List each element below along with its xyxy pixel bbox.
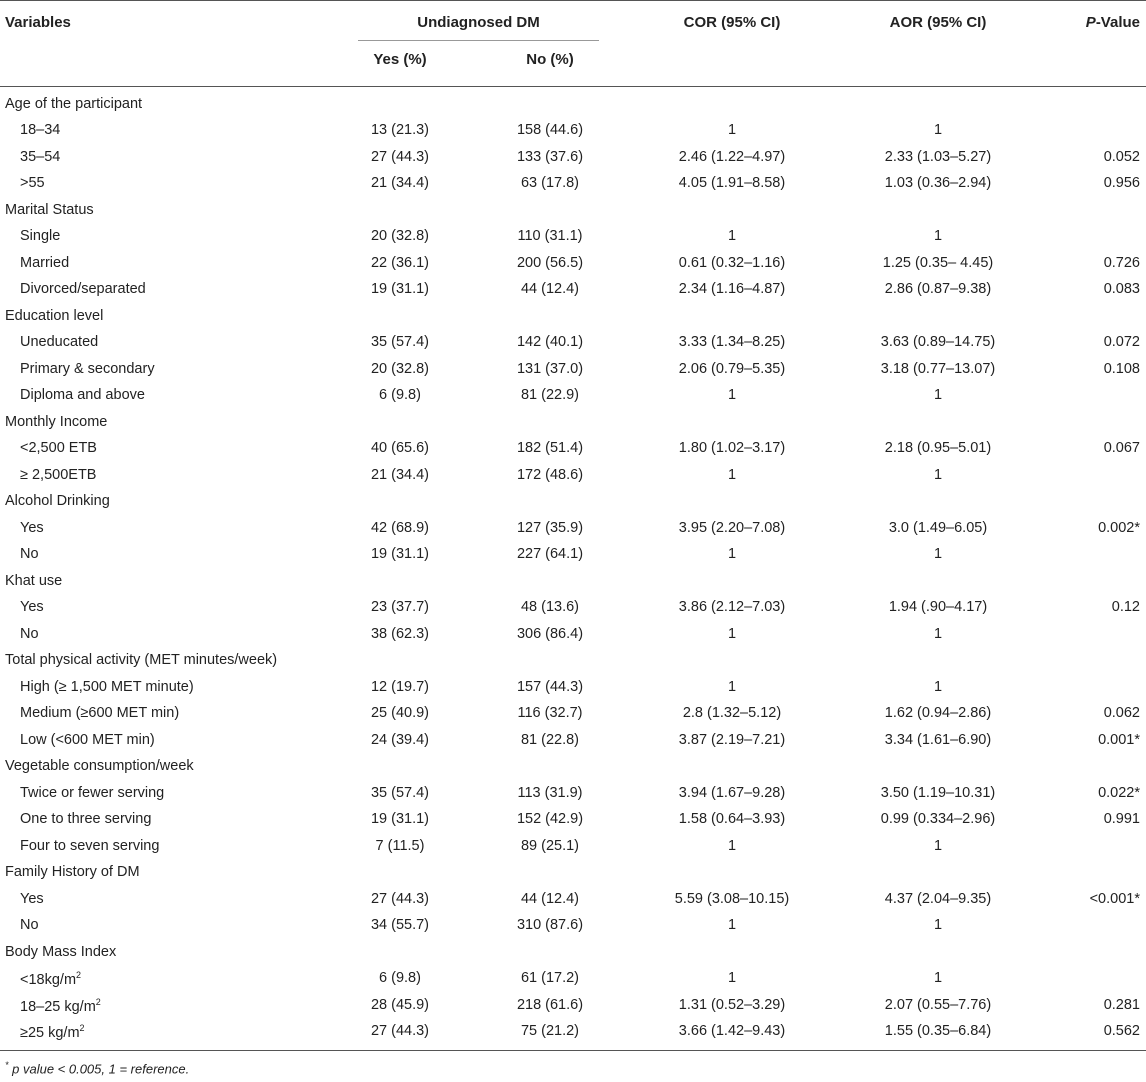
yes-cell: 34 (55.7) [370, 917, 430, 933]
header-yes: Yes (%) [373, 51, 427, 68]
no-cell: 44 (12.4) [520, 890, 580, 907]
aor-cell: 3.63 (0.89–14.75) [880, 334, 996, 350]
p-value-cell: 0.281 [1103, 996, 1140, 1013]
row-label [20, 467, 96, 483]
cor-cell: 3.87 (2.19–7.21) [678, 731, 786, 748]
no-cell: 306 (86.4) [516, 625, 584, 642]
row-label-text: Primary & secondary [20, 360, 155, 377]
row-label-superscript: 2 [79, 1023, 85, 1033]
no-cell: 81 (22.8) [520, 731, 580, 748]
aor-cell: 1 [933, 546, 943, 562]
yes-cell: 35 (57.4) [370, 334, 430, 350]
yes-cell: 23 (37.7) [370, 599, 430, 615]
cor-cell: 0.61 (0.32–1.16) [678, 254, 786, 271]
row-label-text: <18kg/m [20, 971, 77, 988]
p-value-cell: 0.022* [1098, 784, 1140, 801]
p-value-cell: 0.956 [1103, 175, 1140, 191]
yes-cell: 19 (31.1) [370, 811, 430, 827]
header-cor: COR (95% CI) [683, 14, 781, 31]
no-cell: 131 (37.0) [516, 360, 584, 377]
row-label [20, 122, 60, 138]
header-undiagnosed-dm: Undiagnosed DM [417, 14, 540, 31]
row-label-text: Twice or fewer serving [20, 784, 165, 801]
cor-cell: 1 [727, 970, 737, 986]
aor-cell: 3.18 (0.77–13.07) [880, 360, 996, 377]
row-label [20, 387, 145, 403]
section-label: Alcohol Drinking [5, 493, 110, 509]
table-row [0, 732, 1146, 759]
yes-cell: 38 (62.3) [370, 625, 430, 642]
cor-cell: 4.05 (1.91–8.58) [678, 175, 786, 191]
row-label [20, 785, 164, 801]
no-cell: 227 (64.1) [516, 546, 584, 562]
table-row [0, 334, 1146, 361]
no-cell: 172 (48.6) [516, 466, 584, 483]
yes-cell: 27 (44.3) [370, 890, 430, 907]
row-label [20, 361, 155, 377]
section-label: Education level [5, 307, 104, 324]
cor-cell: 1 [727, 122, 737, 138]
section-row [0, 652, 1146, 679]
p-value-cell: 0.083 [1103, 281, 1140, 297]
yes-cell: 40 (65.6) [370, 440, 430, 456]
cor-cell: 1 [727, 387, 737, 403]
p-value-cell: 0.062 [1103, 705, 1140, 721]
row-label-text: 18–34 [20, 122, 61, 138]
row-label [20, 679, 194, 695]
yes-cell: 21 (34.4) [370, 175, 430, 191]
footnote [5, 1060, 189, 1076]
yes-cell: 7 (11.5) [375, 837, 425, 854]
no-cell: 48 (13.6) [520, 599, 580, 615]
row-label [20, 1023, 85, 1041]
aor-cell: 1 [933, 228, 943, 244]
aor-cell: 1 [933, 625, 943, 642]
table-bottom-rule [0, 1050, 1146, 1051]
yes-cell: 6 (9.8) [379, 387, 421, 403]
table-row [0, 997, 1146, 1024]
aor-cell: 1 [933, 122, 943, 138]
no-cell: 218 (61.6) [516, 996, 584, 1013]
no-cell: 142 (40.1) [516, 334, 584, 350]
no-cell: 44 (12.4) [520, 281, 580, 297]
no-cell: 75 (21.2) [520, 1023, 580, 1039]
cor-cell: 1 [727, 466, 737, 483]
aor-cell: 3.34 (1.61–6.90) [884, 731, 992, 748]
cor-cell: 1 [727, 228, 737, 244]
table-row [0, 255, 1146, 282]
table-row [0, 626, 1146, 653]
row-label [20, 705, 179, 721]
row-label-superscript: 2 [76, 970, 82, 980]
row-label [20, 970, 81, 988]
header-p-value [1086, 14, 1140, 31]
section-label: Age of the participant [5, 95, 143, 112]
aor-cell: 1.55 (0.35–6.84) [884, 1023, 992, 1039]
p-value-cell: 0.726 [1103, 254, 1140, 271]
section-row [0, 758, 1146, 785]
section-label: Marital Status [5, 201, 94, 218]
no-cell: 152 (42.9) [516, 811, 584, 827]
header-no: No (%) [526, 51, 574, 68]
no-cell: 200 (56.5) [516, 254, 584, 271]
aor-cell: 3.50 (1.19–10.31) [880, 784, 996, 801]
table-row [0, 520, 1146, 547]
section-row [0, 864, 1146, 891]
row-label-text: Yes [20, 890, 44, 907]
footnote-text: p value < 0.005, 1 = reference. [8, 1061, 190, 1077]
aor-cell: 0.99 (0.334–2.96) [880, 811, 996, 827]
row-label-text: ≥25 kg/m [20, 1024, 80, 1041]
table-row [0, 891, 1146, 918]
cor-cell: 3.86 (2.12–7.03) [678, 599, 786, 615]
table-row [0, 149, 1146, 176]
row-label-text: Uneducated [20, 334, 99, 350]
no-cell: 110 (31.1) [517, 228, 583, 244]
table-row [0, 175, 1146, 202]
row-label [20, 334, 98, 350]
aor-cell: 2.86 (0.87–9.38) [884, 281, 992, 297]
row-label [20, 149, 60, 165]
table-row [0, 970, 1146, 997]
aor-cell: 1 [933, 466, 943, 483]
yes-cell: 6 (9.8) [379, 970, 421, 986]
cor-cell: 1 [727, 546, 737, 562]
row-label-text: Four to seven serving [20, 837, 160, 854]
aor-cell: 2.33 (1.03–5.27) [884, 148, 992, 165]
table-row [0, 361, 1146, 388]
row-label-text: <2,500 ETB [20, 440, 97, 456]
row-label-text: No [20, 625, 39, 642]
no-cell: 81 (22.9) [520, 387, 580, 403]
row-label [20, 228, 60, 244]
row-label-text: Yes [20, 519, 44, 536]
table-row [0, 917, 1146, 944]
aor-cell: 1 [933, 917, 943, 933]
row-label-text: 35–54 [20, 148, 61, 165]
row-label [20, 997, 101, 1015]
section-label: Vegetable consumption/week [5, 758, 194, 774]
section-row [0, 202, 1146, 229]
cor-cell: 1.31 (0.52–3.29) [678, 996, 786, 1013]
yes-cell: 22 (36.1) [370, 254, 430, 271]
row-label-text: ≥ 2,500ETB [20, 466, 97, 483]
yes-cell: 42 (68.9) [370, 519, 430, 536]
section-label: Total physical activity (MET minutes/week) [5, 652, 278, 668]
aor-cell: 1.25 (0.35– 4.45) [882, 254, 994, 271]
p-value-cell: 0.052 [1103, 148, 1140, 165]
no-cell: 61 (17.2) [520, 970, 580, 986]
section-label: Khat use [5, 572, 63, 589]
row-label-text: 18–25 kg/m [20, 998, 96, 1015]
section-row [0, 493, 1146, 520]
row-label [20, 626, 39, 642]
header-p-italic: P [1085, 14, 1096, 31]
yes-cell: 19 (31.1) [370, 281, 430, 297]
aor-cell: 4.37 (2.04–9.35) [884, 890, 992, 907]
cor-cell: 2.34 (1.16–4.87) [678, 281, 786, 297]
header-p-rest: -Value [1095, 14, 1140, 31]
p-value-cell: 0.562 [1103, 1023, 1140, 1039]
cor-cell: 2.06 (0.79–5.35) [678, 360, 786, 377]
table-row [0, 679, 1146, 706]
table-row [0, 599, 1146, 626]
row-label-text: Medium (≥600 MET min) [20, 705, 180, 721]
cor-cell: 3.66 (1.42–9.43) [678, 1023, 786, 1039]
no-cell: 157 (44.3) [516, 678, 584, 695]
p-value-cell: 0.12 [1111, 599, 1140, 615]
yes-cell: 25 (40.9) [370, 705, 430, 721]
row-label [20, 175, 45, 191]
p-value-cell: 0.002* [1098, 519, 1140, 536]
table-row [0, 467, 1146, 494]
p-value-cell: 0.108 [1103, 360, 1140, 377]
row-label-text: High (≥ 1,500 MET minute) [20, 678, 194, 695]
table-row [0, 546, 1146, 573]
no-cell: 127 (35.9) [516, 519, 584, 536]
table-row [0, 122, 1146, 149]
header-variables: Variables [5, 14, 71, 31]
row-label-text: Low (<600 MET min) [20, 731, 155, 748]
row-label-text: Divorced/separated [20, 281, 146, 297]
row-label [20, 546, 39, 562]
table-row [0, 1023, 1146, 1050]
cor-cell: 1 [727, 837, 737, 854]
aor-cell: 1 [933, 970, 943, 986]
cor-cell: 1 [727, 625, 737, 642]
yes-cell: 20 (32.8) [370, 228, 430, 244]
row-label [20, 732, 155, 748]
row-label-text: Single [20, 228, 61, 244]
row-label [20, 255, 69, 271]
no-cell: 310 (87.6) [516, 917, 584, 933]
no-cell: 116 (32.7) [517, 705, 583, 721]
aor-cell: 2.07 (0.55–7.76) [884, 996, 992, 1013]
row-label-text: Yes [20, 599, 44, 615]
section-label: Body Mass Index [5, 943, 117, 960]
cor-cell: 1.58 (0.64–3.93) [678, 811, 786, 827]
aor-cell: 3.0 (1.49–6.05) [888, 519, 988, 536]
section-label: Monthly Income [5, 413, 108, 430]
no-cell: 182 (51.4) [516, 440, 584, 456]
cor-cell: 5.59 (3.08–10.15) [674, 890, 790, 907]
table-row [0, 281, 1146, 308]
table-row [0, 440, 1146, 467]
p-value-cell: 0.067 [1103, 440, 1140, 456]
table-top-rule [0, 0, 1146, 1]
section-row [0, 308, 1146, 335]
no-cell: 133 (37.6) [516, 148, 584, 165]
aor-cell: 2.18 (0.95–5.01) [884, 440, 992, 456]
section-row [0, 96, 1146, 123]
row-label-text: Married [20, 254, 70, 271]
row-label [20, 281, 146, 297]
header-aor: AOR (95% CI) [889, 14, 987, 31]
aor-cell: 1.94 (.90–4.17) [888, 599, 988, 615]
yes-cell: 12 (19.7) [370, 678, 430, 695]
yes-cell: 20 (32.8) [370, 360, 430, 377]
row-label-text: >55 [20, 175, 45, 191]
row-label-text: Diploma and above [20, 387, 145, 403]
section-row [0, 414, 1146, 441]
row-label-text: One to three serving [20, 811, 152, 827]
aor-cell: 1.62 (0.94–2.86) [884, 705, 992, 721]
aor-cell: 1 [933, 678, 943, 695]
header-bottom-rule [0, 86, 1146, 87]
table-row [0, 387, 1146, 414]
no-cell: 158 (44.6) [516, 122, 584, 138]
cor-cell: 3.94 (1.67–9.28) [678, 784, 786, 801]
table-row [0, 811, 1146, 838]
cor-cell: 2.46 (1.22–4.97) [678, 148, 786, 165]
row-label [20, 917, 39, 933]
p-value-cell: 0.001* [1098, 731, 1140, 748]
cor-cell: 3.95 (2.20–7.08) [678, 519, 786, 536]
table-row [0, 785, 1146, 812]
no-cell: 63 (17.8) [520, 175, 580, 191]
table-row [0, 838, 1146, 865]
row-label [20, 520, 44, 536]
no-cell: 113 (31.9) [517, 784, 583, 801]
row-label [20, 891, 44, 907]
aor-cell: 1.03 (0.36–2.94) [884, 175, 992, 191]
section-row [0, 573, 1146, 600]
yes-cell: 13 (21.3) [370, 122, 430, 138]
yes-cell: 27 (44.3) [370, 148, 430, 165]
yes-cell: 19 (31.1) [370, 546, 430, 562]
row-label [20, 811, 151, 827]
p-value-cell: <0.001* [1089, 890, 1140, 907]
p-value-cell: 0.991 [1103, 811, 1140, 827]
cor-cell: 1 [727, 917, 737, 933]
yes-cell: 28 (45.9) [370, 996, 430, 1013]
section-row [0, 944, 1146, 971]
section-label: Family History of DM [5, 864, 140, 880]
aor-cell: 1 [933, 387, 943, 403]
yes-cell: 21 (34.4) [370, 466, 430, 483]
footnote-star: * [5, 1060, 9, 1070]
row-label-text: No [20, 917, 39, 933]
row-label-text: No [20, 546, 39, 562]
row-label [20, 838, 159, 854]
header-group-underline [358, 40, 599, 41]
no-cell: 89 (25.1) [520, 837, 580, 854]
yes-cell: 27 (44.3) [370, 1023, 430, 1039]
aor-cell: 1 [933, 837, 943, 854]
yes-cell: 35 (57.4) [370, 784, 430, 801]
cor-cell: 3.33 (1.34–8.25) [678, 334, 786, 350]
table-row [0, 228, 1146, 255]
cor-cell: 1.80 (1.02–3.17) [678, 440, 786, 456]
row-label [20, 440, 97, 456]
table-row [0, 705, 1146, 732]
p-value-cell: 0.072 [1103, 334, 1140, 350]
row-label [20, 599, 44, 615]
yes-cell: 24 (39.4) [370, 731, 430, 748]
cor-cell: 2.8 (1.32–5.12) [682, 705, 782, 721]
cor-cell: 1 [727, 678, 737, 695]
row-label-superscript: 2 [95, 996, 101, 1007]
